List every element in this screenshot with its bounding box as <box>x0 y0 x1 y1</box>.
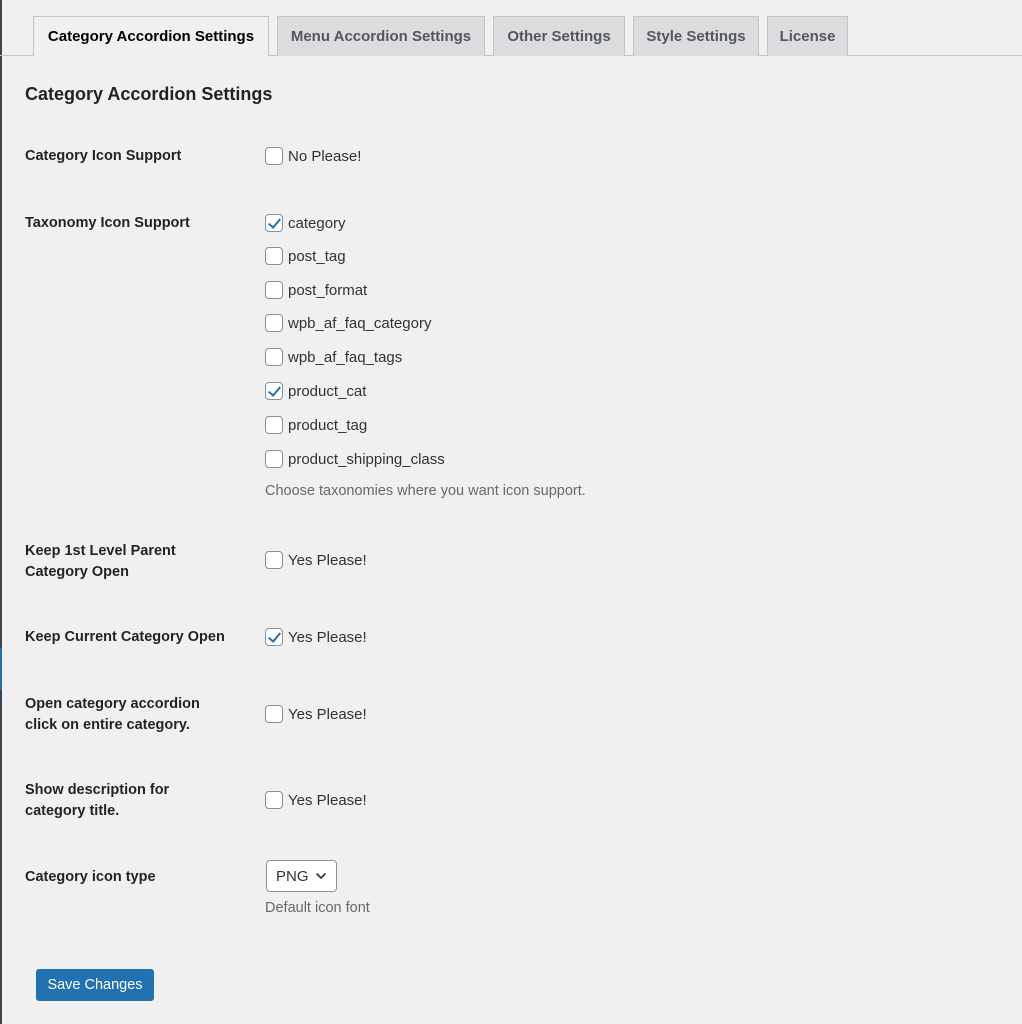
checkbox-keep-current-open[interactable] <box>265 627 367 647</box>
checkbox-label: Yes Please! <box>288 628 367 646</box>
checkbox-label: Yes Please! <box>288 551 367 569</box>
checkbox-taxonomy-post-tag[interactable] <box>265 246 346 266</box>
checkbox-box[interactable] <box>265 791 283 809</box>
page-title: Category Accordion Settings <box>25 84 273 104</box>
label-line: Category Open <box>25 564 129 580</box>
label-line: category title. <box>25 803 120 819</box>
select-value: PNG <box>276 867 309 885</box>
checkbox-label: post_tag <box>288 247 346 265</box>
checkbox-label: Yes Please! <box>288 791 367 809</box>
label-line: Show description for <box>25 782 170 798</box>
checkbox-taxonomy-product-shipping-class[interactable] <box>265 449 445 469</box>
tab-license[interactable]: License <box>767 16 848 56</box>
checkbox-taxonomy-category[interactable] <box>265 213 346 233</box>
tab-category-accordion-settings[interactable]: Category Accordion Settings <box>33 16 269 57</box>
label-taxonomy-icon-support: Taxonomy Icon Support <box>25 215 190 231</box>
checkbox-open-on-entire[interactable] <box>265 704 367 724</box>
checkbox-box[interactable] <box>265 382 283 400</box>
admin-menu-edge <box>0 0 2 1024</box>
tab-style-settings[interactable]: Style Settings <box>633 16 759 56</box>
checkbox-taxonomy-post-format[interactable] <box>265 280 367 300</box>
checkbox-box[interactable] <box>265 348 283 366</box>
admin-menu-accent <box>0 648 2 690</box>
checkbox-box[interactable] <box>265 551 283 569</box>
checkbox-label: product_tag <box>288 416 368 434</box>
checkbox-taxonomy-product-tag[interactable] <box>265 415 367 435</box>
checkbox-box[interactable] <box>265 247 283 265</box>
label-line: click on entire category. <box>25 717 190 733</box>
save-changes-button[interactable]: Save Changes <box>36 969 154 1001</box>
label-open-on-entire <box>25 694 250 736</box>
checkbox-label: category <box>288 214 346 232</box>
checkbox-label: post_format <box>288 281 368 299</box>
tab-menu-accordion-settings[interactable]: Menu Accordion Settings <box>277 16 485 56</box>
checkbox-label: wpb_af_faq_category <box>288 314 432 332</box>
icon-type-select[interactable] <box>266 860 337 892</box>
tab-other-settings[interactable]: Other Settings <box>493 16 625 56</box>
checkbox-taxonomy-product-cat[interactable] <box>265 381 366 401</box>
label-line: Keep 1st Level Parent <box>25 543 176 559</box>
label-category-icon-support: Category Icon Support <box>25 148 182 164</box>
checkbox-box[interactable] <box>265 628 283 646</box>
checkbox-taxonomy-faq-tags[interactable] <box>265 347 402 367</box>
checkbox-keep-first-level-open[interactable] <box>265 550 367 570</box>
checkbox-taxonomy-faq-category[interactable] <box>265 313 431 333</box>
label-icon-type: Category icon type <box>25 869 156 885</box>
checkbox-show-description[interactable] <box>265 790 367 810</box>
checkbox-category-icon-support[interactable] <box>265 146 361 166</box>
chevron-down-icon <box>315 870 327 882</box>
checkbox-box[interactable] <box>265 450 283 468</box>
checkbox-box[interactable] <box>265 147 283 165</box>
taxonomy-description: Choose taxonomies where you want icon support. <box>265 483 586 499</box>
label-keep-current-open: Keep Current Category Open <box>25 629 225 645</box>
checkbox-box[interactable] <box>265 314 283 332</box>
label-show-description <box>25 780 250 822</box>
label-line: Open category accordion <box>25 696 200 712</box>
label-keep-first-level-open <box>25 541 250 583</box>
checkbox-box[interactable] <box>265 214 283 232</box>
nav-tab-wrapper <box>0 0 1022 56</box>
checkbox-label: product_cat <box>288 382 367 400</box>
checkbox-box[interactable] <box>265 705 283 723</box>
icon-type-description: Default icon font <box>265 900 370 916</box>
checkbox-label: No Please! <box>288 147 362 165</box>
checkbox-label: wpb_af_faq_tags <box>288 348 403 366</box>
checkbox-box[interactable] <box>265 281 283 299</box>
checkbox-label: Yes Please! <box>288 705 367 723</box>
checkbox-label: product_shipping_class <box>288 450 445 468</box>
checkbox-box[interactable] <box>265 416 283 434</box>
